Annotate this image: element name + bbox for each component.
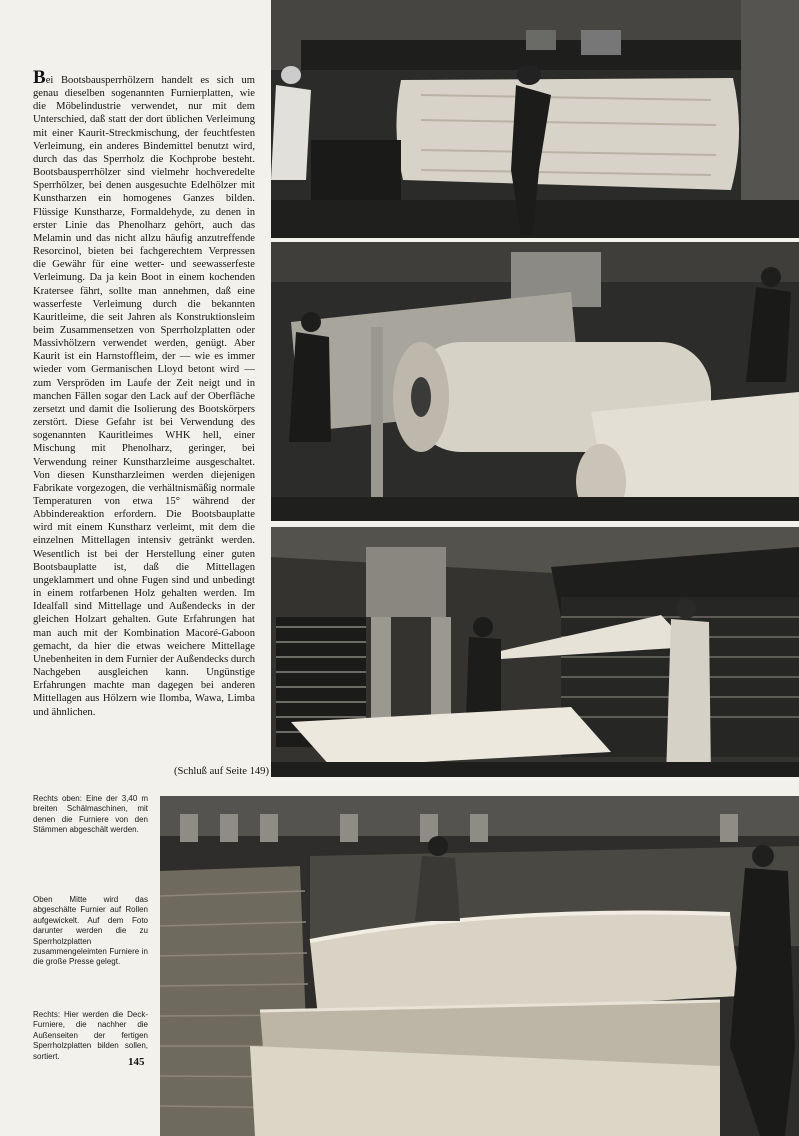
photo-sorting-veneers [160, 796, 799, 1136]
photo-veneer-rolls [271, 242, 799, 521]
photo-peeling-machine [271, 0, 799, 238]
caption-right: Rechts: Hier werden die Deck-Furniere, die nachher die Außenseiten der fertigen Sperrholzplatten bilden sollen, sortiert. [33, 1010, 148, 1061]
article-body [33, 67, 255, 719]
press-loading-illustration [271, 527, 799, 777]
article-body-text: ei Bootsbausperrhölzern handelt es sich um genau dieselben sogenannten Furnierplatten, wie die Möbelindustrie verwendet, nur mit dem Unterschied, daß statt der dort üblichen Verleimung mit einer Kaurit-Streckmischung, der feuchtfesten Verleimung, ein anderes Bindemittel benutzt wird, durch das das Sperrholz die Kochprobe besteht. Bootsbausperrhölzer sind vielmehr hochveredelte Sperrhölzer, bei denen ausgesuchte Edelhölzer mit Kunstharzen ein homogenes Ganzes bilden. Flüssige Kunstharze, Formaldehyde, zu denen in erster Linie das Phenolharz gehört, auch das Melamin und das nicht allzu häufig anzutreffende Resorcinol, bieten bei fachgerechtem Verpressen die Gewähr für eine wetter- und seewasserfeste Verleimung. Da ja kein Boot in einem kochenden Kratersee fährt, sollte man annehmen, daß eine wasserfeste Verleimung durch die bekannten Kauritleime, die seit Jahren als Konstruktionsleim beim Zusammensetzen von Sperrholzplatten oder Massivhölzern verwendet werden, genügt. Aber Kaurit ist ein Harnstoffleim, der — wie es immer wieder vom Germanischen Lloyd betont wird — zum Verspröden im Laufe der Zeit neigt und in manchen Fällen sogar den Lack auf der Oberfläche zersetzt und damit die Isolierung des Bootskörpers zerstört. Diese Gefahr ist bei Verwendung des sogenannten Kauritleimes WHK hell, einer Mischung mit Phenolharz, geringer, bei Verwendung reiner Kunstharzleime ausgeschaltet. Von diesen Kunstharzleimen werden diejenigen Fabrikate vorgezogen, die verhältnismäßig normale Temperaturen von etwa 15° während der Abbindereaktion erfordern. Die Bootsbauplatte wird mit einem Kunstharz verleimt, mit dem die einzelnen Mittellagen intensiv getränkt werden. Wesentlich ist bei der Herstellung einer guten Bootsbauplatte ist, daß die Mittellagen ungeklammert und ohne Fugen sind und unbedingt in einem rotfarbenen Holz gehalten werden. Im Idealfall sind Mittellage und Außendecks in der gleichen Holzart gehalten. Gute Erfahrungen hat man auch mit der Kombination Macoré-Gaboon gemacht, da hier die etwas weichere Mittellage Unebenheiten in dem Furnier der Außendecks durch Nachgeben ausgleichen kann. Ungünstige Erfahrungen machte man dagegen bei anderen Mittellagen aus Hölzern wie Ilomba, Wawa, Limba und ähnlichen. [33, 75, 255, 718]
sorting-veneers-illustration [160, 796, 799, 1136]
continuation-note: (Schluß auf Seite 149) [173, 766, 269, 777]
drop-cap: B [33, 67, 46, 88]
veneer-rolls-illustration [271, 242, 799, 521]
caption-top-right: Rechts oben: Eine der 3,40 m breiten Schälmaschinen, mit denen die Furniere von den Stämmen abgeschält werden. [33, 794, 148, 835]
caption-middle: Oben Mitte wird das abgeschälte Furnier auf Rollen aufgewickelt. Auf dem Foto darunter werden die zu Sperrholzplatten zusammengeleimten Furniere in die große Presse gelegt. [33, 895, 148, 967]
page-number: 145 [128, 1056, 145, 1068]
peeling-machine-illustration [271, 0, 799, 238]
photo-press-loading [271, 527, 799, 777]
